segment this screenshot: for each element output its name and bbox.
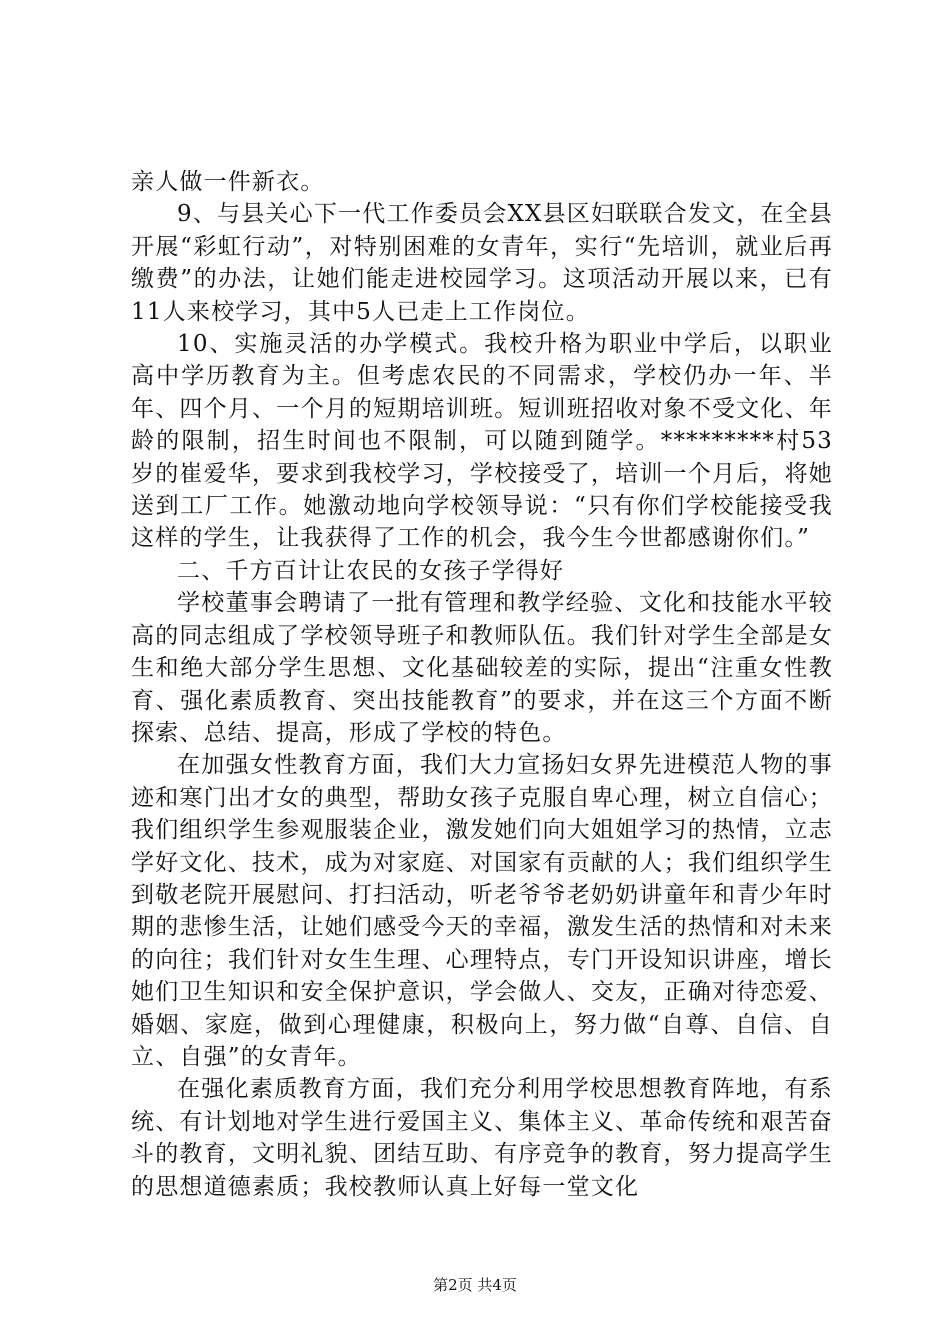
document-body xyxy=(131,166,833,1203)
paragraph-continuation: 亲人做一件新衣。 xyxy=(131,169,325,195)
paragraph-school-board: 学校董事会聘请了一批有管理和教学经验、文化和技能水平较高的同志组成了学校领导班子和教师队伍。我们针对学生全部是女生和绝大部分学生思想、文化基础较差的实际，提出“注重女性教育、强化素质教育、突出技能教育”的要求，并在这三个方面不断探索、总结、提高，形成了学校的特色。 xyxy=(131,590,833,746)
paragraph-item-9: 9、与县关心下一代工作委员会XX县区妇联联合发文，在全县开展“彩虹行动”，对特别困难的女青年，实行“先培训，就业后再缴费”的办法，让她们能走进校园学习。这项活动开展以来，已有11人来校学习，其中5人已走上工作岗位。 xyxy=(131,201,833,325)
paragraph-female-education: 在加强女性教育方面，我们大力宣扬妇女界先进模范人物的事迹和寒门出才女的典型，帮助女孩子克服自卑心理，树立自信心；我们组织学生参观服装企业，激发她们向大姐姐学习的热情，立志学好文化、技术，成为对家庭、对国家有贡献的人；我们组织学生到敬老院开展慰问、打扫活动，听老爷爷老奶奶讲童年和青少年时期的悲惨生活，让她们感受今天的幸福，激发生活的热情和对未来的向往；我们针对女生生理、心理特点，专门开设知识讲座，增长她们卫生知识和安全保护意识，学会做人、交友，正确对待恋爱、婚姻、家庭，做到心理健康，积极向上，努力做“自尊、自信、自立、自强”的女青年。 xyxy=(131,752,833,1070)
paragraph-item-10: 10、实施灵活的办学模式。我校升格为职业中学后，以职业高中学历教育为主。但考虑农民的不同需求，学校仍办一年、半年、四个月、一个月的短期培训班。短训班招收对象不受文化、年龄的限制，招生时间也不限制，可以随到随学。*********村53岁的崔爱华，要求到我校学习，学校接受了，培训一个月后，将她送到工厂工作。她激动地向学校领导说：“只有你们学校能接受我这样的学生，让我获得了工作的机会，我今生今世都感谢你们。” xyxy=(131,331,833,552)
section-heading-2: 二、千方百计让农民的女孩子学得好 xyxy=(177,557,565,584)
paragraph-quality-education: 在强化素质教育方面，我们充分利用学校思想教育阵地，有系统、有计划地对学生进行爱国主义、集体主义、革命传统和艰苦奋斗的教育，文明礼貌、团结互助、有序竞争的教育，努力提高学生的思想道德素质；我校教师认真上好每一堂文化 xyxy=(131,1076,833,1200)
page-footer: 第2页 共4页 xyxy=(433,1276,517,1294)
